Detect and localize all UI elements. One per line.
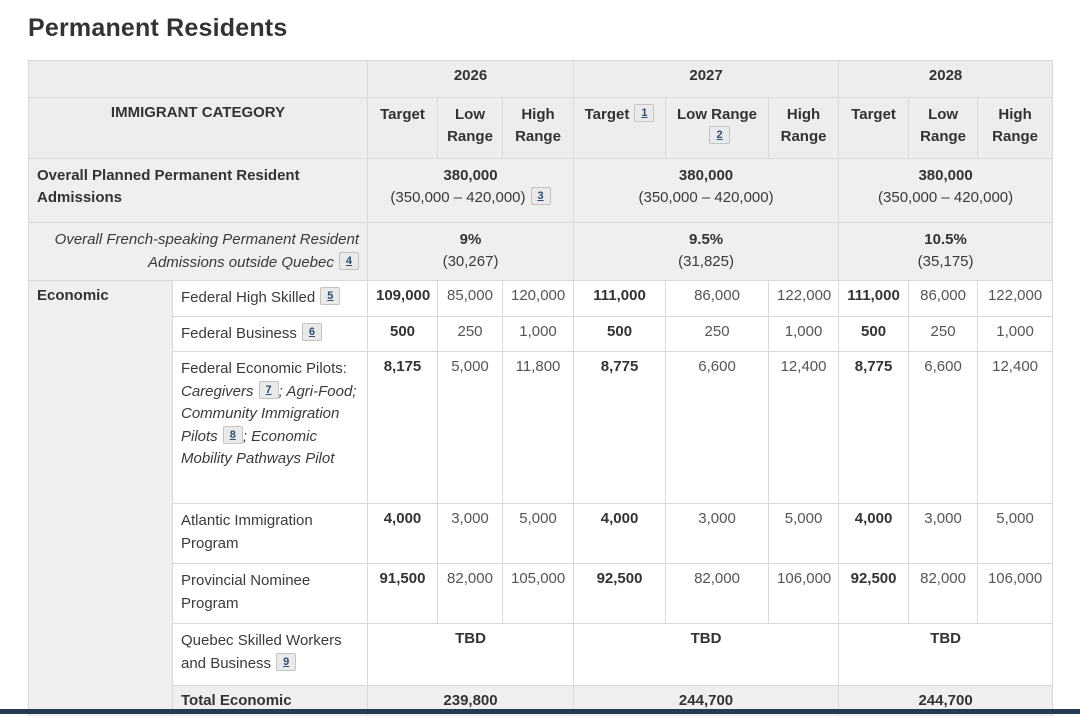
footnote-link-7[interactable]: 7: [259, 381, 279, 399]
pilots-2027-high: 12,400: [769, 352, 839, 504]
header-2026-high-range: High Range: [503, 98, 574, 159]
french-2027-value: [574, 223, 839, 281]
quebec-2027-tbd: TBD: [574, 624, 839, 686]
pnp-2027-high: 106,000: [769, 564, 839, 624]
high-skilled-2027-target: 111,000: [574, 281, 666, 317]
overall-admissions-row: [29, 159, 1053, 223]
french-2027-sub: (31,825): [678, 252, 734, 270]
quebec-skilled-row: [29, 624, 1053, 686]
permanent-residents-table: [28, 60, 1053, 716]
pilots-2027-low: 6,600: [666, 352, 769, 504]
header-2027-low-range: [666, 98, 769, 159]
immigrant-category-header: IMMIGRANT CATEGORY: [29, 98, 368, 159]
french-2026-sub: (30,267): [442, 252, 499, 270]
header-2026-target: Target: [368, 98, 438, 159]
header-2027-target: [574, 98, 666, 159]
atlantic-2026-low: 3,000: [438, 504, 503, 564]
high-skilled-2028-target: 111,000: [839, 281, 909, 317]
pilots-2027-target: 8,775: [574, 352, 666, 504]
provincial-nominee-row: [29, 564, 1053, 624]
high-skilled-2026-high: 120,000: [503, 281, 574, 317]
header-2027-target-label: Target: [584, 106, 630, 123]
pnp-2028-low: 82,000: [909, 564, 978, 624]
atlantic-2026-target: 4,000: [368, 504, 438, 564]
header-2027-low-range-label: Low Range: [677, 106, 758, 123]
year-header-2028: 2028: [839, 61, 1053, 98]
pilots-seg1-caregivers: Caregivers: [181, 382, 254, 400]
atlantic-immigration-label: Atlantic Immigration Program: [173, 504, 368, 564]
pnp-2027-target: 92,500: [574, 564, 666, 624]
total-2026-value: 239,800: [368, 686, 574, 716]
french-2028-main: 10.5%: [924, 231, 967, 248]
high-skilled-2027-high: 122,000: [769, 281, 839, 317]
total-2027-value: 244,700: [574, 686, 839, 716]
quebec-2026-tbd: TBD: [368, 624, 574, 686]
high-skilled-2026-target: 109,000: [368, 281, 438, 317]
atlantic-2028-high: 5,000: [978, 504, 1053, 564]
french-speaking-row: [29, 223, 1053, 281]
business-2027-high: 1,000: [769, 316, 839, 352]
atlantic-2027-high: 5,000: [769, 504, 839, 564]
overall-2028-main: 380,000: [918, 167, 973, 184]
federal-high-skilled-label-text: Federal High Skilled: [181, 289, 316, 306]
federal-high-skilled-row: [29, 281, 1053, 317]
atlantic-2026-high: 5,000: [503, 504, 574, 564]
federal-business-label: [173, 316, 368, 352]
federal-business-label-text: Federal Business: [181, 324, 297, 342]
federal-economic-pilots-label: [173, 352, 368, 504]
header-2027-high-range: High Range: [769, 98, 839, 159]
pilots-prefix-text: Federal Economic Pilots:: [181, 360, 347, 377]
economic-group-label: Economic: [29, 281, 173, 716]
subheader-row: [29, 98, 1053, 159]
business-2028-high: 1,000: [978, 316, 1053, 352]
pilots-2026-high: 11,800: [503, 352, 574, 504]
french-2028-value: [839, 223, 1053, 281]
header-2028-high-range: High Range: [978, 98, 1053, 159]
footnote-link-2[interactable]: 2: [709, 126, 729, 144]
quebec-2028-tbd: TBD: [839, 624, 1053, 686]
french-speaking-label-text: Overall French-speaking Permanent Resident Admissions outside Quebec: [54, 231, 359, 271]
atlantic-2027-low: 3,000: [666, 504, 769, 564]
pilots-2026-low: 5,000: [438, 352, 503, 504]
french-2027-main: 9.5%: [688, 231, 724, 248]
pnp-2028-target: 92,500: [839, 564, 909, 624]
overall-2027-value: [574, 159, 839, 223]
overall-2027-range: (350,000 – 420,000): [638, 188, 774, 206]
high-skilled-2028-low: 86,000: [909, 281, 978, 317]
atlantic-immigration-row: [29, 504, 1053, 564]
overall-2026-value: [368, 159, 574, 223]
french-speaking-label: [29, 223, 368, 281]
federal-high-skilled-label: [173, 281, 368, 317]
pnp-2026-target: 91,500: [368, 564, 438, 624]
high-skilled-2026-low: 85,000: [438, 281, 503, 317]
business-2027-low: 250: [666, 316, 769, 352]
quebec-skilled-label-text: Quebec Skilled Workers and Business: [181, 632, 342, 672]
overall-2026-range: (350,000 – 420,000): [390, 188, 526, 206]
business-2026-low: 250: [438, 316, 503, 352]
atlantic-2027-target: 4,000: [574, 504, 666, 564]
pnp-2027-low: 82,000: [666, 564, 769, 624]
pnp-2026-high: 105,000: [503, 564, 574, 624]
atlantic-2028-target: 4,000: [839, 504, 909, 564]
year-header-row: [29, 61, 1053, 98]
french-2026-main: 9%: [459, 231, 482, 248]
pilots-seg2: ; Agri-Food; Community Immigration Pilots: [181, 382, 357, 445]
total-2028-value: 244,700: [839, 686, 1053, 716]
business-2028-low: 250: [909, 316, 978, 352]
french-2028-sub: (35,175): [917, 252, 974, 270]
pnp-2028-high: 106,000: [978, 564, 1053, 624]
header-2028-target: Target: [839, 98, 909, 159]
quebec-skilled-label: [173, 624, 368, 686]
overall-admissions-label: Overall Planned Permanent Resident Admissions: [29, 159, 368, 223]
overall-2028-value: [839, 159, 1053, 223]
pilots-seg3: ; Economic Mobility Pathways Pilot: [181, 427, 335, 467]
pilots-italic-text: [181, 383, 356, 468]
pilots-2028-low: 6,600: [909, 352, 978, 504]
business-2026-target: 500: [368, 316, 438, 352]
header-2026-low-range: Low Range: [438, 98, 503, 159]
high-skilled-2028-high: 122,000: [978, 281, 1053, 317]
provincial-nominee-label: Provincial Nominee Program: [173, 564, 368, 624]
business-2028-target: 500: [839, 316, 909, 352]
pilots-2026-target: 8,175: [368, 352, 438, 504]
business-2027-target: 500: [574, 316, 666, 352]
header-empty-cell: [29, 61, 368, 98]
french-2026-value: [368, 223, 574, 281]
header-2028-low-range: Low Range: [909, 98, 978, 159]
pilots-2028-high: 12,400: [978, 352, 1053, 504]
footnote-link-5[interactable]: 5: [320, 287, 340, 305]
year-header-2026: 2026: [368, 61, 574, 98]
footnote-link-3[interactable]: 3: [531, 187, 551, 205]
total-economic-label: Total Economic: [173, 686, 368, 716]
atlantic-2028-low: 3,000: [909, 504, 978, 564]
footnote-link-9[interactable]: 9: [276, 653, 296, 671]
year-header-2027: 2027: [574, 61, 839, 98]
federal-economic-pilots-row: [29, 352, 1053, 504]
footnote-link-6[interactable]: 6: [302, 323, 322, 341]
pnp-2026-low: 82,000: [438, 564, 503, 624]
footnote-link-1[interactable]: 1: [634, 104, 654, 122]
business-2026-high: 1,000: [503, 316, 574, 352]
overall-2026-main: 380,000: [443, 167, 498, 184]
high-skilled-2027-low: 86,000: [666, 281, 769, 317]
overall-2028-range: (350,000 – 420,000): [878, 188, 1014, 206]
page-title: Permanent Residents: [28, 14, 288, 42]
footnote-link-4[interactable]: 4: [339, 252, 359, 270]
window-bottom-edge: [0, 709, 1080, 714]
pilots-2028-target: 8,775: [839, 352, 909, 504]
footnote-link-8[interactable]: 8: [223, 426, 243, 444]
overall-2027-main: 380,000: [678, 167, 734, 184]
federal-business-row: [29, 316, 1053, 352]
